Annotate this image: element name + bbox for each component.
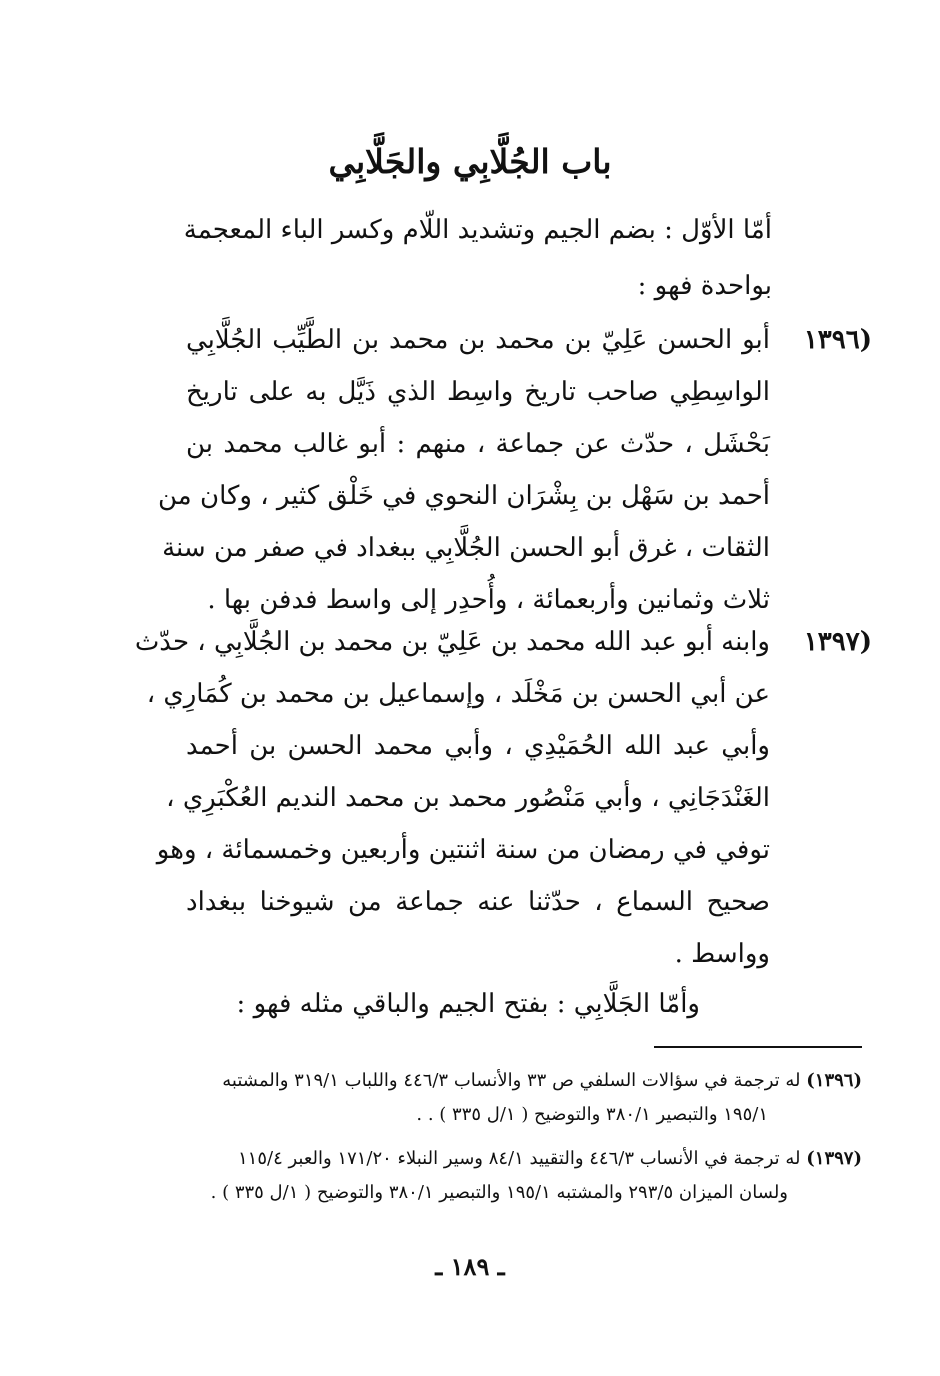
second-heading: وأمّا الجَلَّابِي : بفتح الجيم والباقي مثله فهو : [236,989,700,1019]
page-number: ـ ١٨٩ ـ [435,1252,505,1281]
entry-1397-line-5: توفي في رمضان من سنة اثنتين وأربعين وخمسمائة ، وهو [156,835,770,865]
chapter-title: باب الجُلَّابِي والجَلَّابِي [328,142,612,181]
entry-1397-line-2: عن أبي الحسن بن مَخْلَد ، وإسماعيل بن محمد بن كُمَارِي ، [146,679,770,709]
entry-1396-line-5: الثقات ، غرق أبو الحسن الجُلَّابِي ببغداد في صفر من سنة [162,533,770,563]
entry-1396-line-6: ثلاث وثمانين وأربعمائة ، وأُحدِر إلى واسط فدفن بها . [207,585,770,615]
entry-1397-line-7: وواسط . [674,939,770,969]
footnote-number: (١٣٩٦) [806,1070,862,1091]
intro-line-2: بواحدة فهو : [637,271,772,301]
entry-number-1397: (١٣٩٧ [803,627,872,657]
entry-1397-line-3: وأبي عبد الله الحُمَيْدِي ، وأبي محمد الحسن بن أحمد [186,731,770,761]
entry-number-1396: (١٣٩٦ [803,325,872,355]
footnote-1397-line-2: ولسان الميزان ٢٩٣/٥ والمشتبه ١٩٥/١ والتبصير ٣٨٠/١ والتوضيح ( ١/ل ٣٣٥ ) . [210,1182,788,1203]
entry-1396-line-2: الواسِطِي صاحب تاريخ واسِط الذي ذَيَّل به على تاريخ [186,377,770,407]
entry-1397-line-1: وابنه أبو عبد الله محمد بن عَلِيّ بن محمد بن الجُلَّابِي ، حدّث [134,627,770,657]
entry-1396-line-1: أبو الحسن عَلِيّ بن محمد بن محمد بن الطَّيِّب الجُلَّابِي [186,325,770,355]
footnote-separator [654,1046,862,1048]
entry-1397-line-4: الغَنْدَجَانِي ، وأبي مَنْصُور محمد بن محمد النديم العُكْبَرِي ، [166,783,770,813]
entry-1396-line-4: أحمد بن سَهْل بن بِشْرَان النحوي في خَلْق كثير ، وكان من [158,481,770,511]
footnote-text: له ترجمة في الأنساب ٤٤٦/٣ والتقييد ٨٤/١ وسير النبلاء ١٧١/٢٠ والعبر ١١٥/٤ [238,1148,801,1169]
entry-1397-line-6: صحيح السماع ، حدّثنا عنه جماعة من شيوخنا ببغداد [186,887,770,917]
footnote-1397-line-1 [238,1144,862,1174]
footnote-number: (١٣٩٧) [806,1148,862,1169]
footnote-1396-line-1 [222,1066,862,1096]
footnote-text: له ترجمة في سؤالات السلفي ص ٣٣ والأنساب ٤٤٦/٣ واللباب ٣١٩/١ والمشتبه [222,1070,801,1091]
footnote-1396-line-2: ١٩٥/١ والتبصير ٣٨٠/١ والتوضيح ( ١/ل ٣٣٥ ) . . [416,1104,768,1125]
entry-1396-line-3: بَحْشَل ، حدّث عن جماعة ، منهم : أبو غالب محمد بن [186,429,770,459]
intro-line-1: أمّا الأوّل : بضم الجيم وتشديد اللّام وكسر الباء المعجمة [183,215,772,245]
